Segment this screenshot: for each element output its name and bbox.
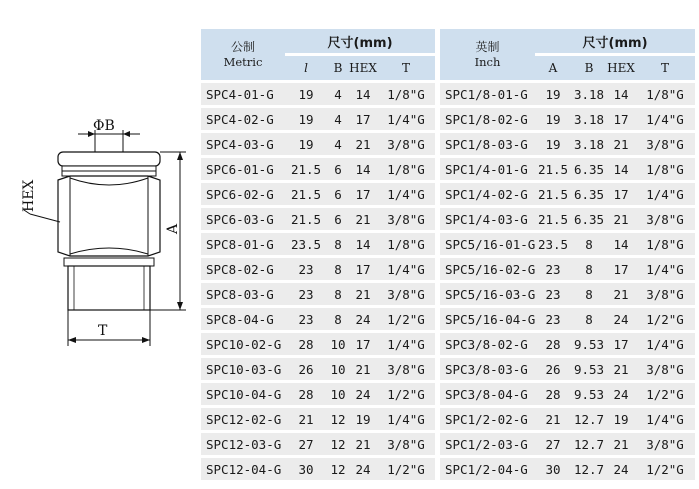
inch-cell-b: 3.18 [571, 83, 607, 105]
metric-cell-a: 23 [285, 308, 327, 330]
metric-cell-model: SPC12-03-G [201, 433, 285, 455]
metric-cell-b: 4 [327, 83, 349, 105]
inch-cell-a: 21.5 [535, 158, 571, 180]
metric-table-row [201, 408, 435, 430]
metric-cell-hex: 14 [349, 233, 377, 255]
inch-cell-t: 3/8"G [635, 433, 695, 455]
inch-cell-model: SPC3/8-04-G [440, 383, 535, 405]
inch-cell-t: 1/4"G [635, 108, 695, 130]
inch-cell-model: SPC1/4-01-G [440, 158, 535, 180]
inch-cell-t: 3/8"G [635, 358, 695, 380]
inch-cell-b: 8 [571, 283, 607, 305]
metric-cell-b: 4 [327, 108, 349, 130]
inch-table-body [440, 83, 695, 480]
metric-cell-t: 3/8"G [377, 433, 435, 455]
inch-table-row [440, 158, 695, 180]
metric-table-row [201, 158, 435, 180]
metric-cell-hex: 17 [349, 183, 377, 205]
inch-cell-model: SPC1/8-02-G [440, 108, 535, 130]
metric-cell-t: 1/2"G [377, 383, 435, 405]
inch-table-row [440, 358, 695, 380]
inch-table-row [440, 383, 695, 405]
inch-cell-a: 21.5 [535, 183, 571, 205]
metric-cell-t: 1/4"G [377, 408, 435, 430]
metric-cell-model: SPC10-04-G [201, 383, 285, 405]
metric-cell-model: SPC8-01-G [201, 233, 285, 255]
metric-cell-hex: 14 [349, 158, 377, 180]
inch-cell-model: SPC1/2-03-G [440, 433, 535, 455]
metric-cell-t: 3/8"G [377, 283, 435, 305]
metric-cell-model: SPC10-02-G [201, 333, 285, 355]
metric-spec-table [201, 26, 435, 483]
inch-cell-hex: 17 [607, 108, 635, 130]
inch-cell-t: 1/2"G [635, 383, 695, 405]
collet-cap [58, 152, 160, 176]
inch-table-row [440, 308, 695, 330]
inch-cell-hex: 21 [607, 358, 635, 380]
metric-cell-hex: 17 [349, 333, 377, 355]
metric-cell-model: SPC12-04-G [201, 458, 285, 480]
metric-table-row [201, 283, 435, 305]
metric-table-row [201, 133, 435, 155]
metric-table-row [201, 458, 435, 480]
inch-cell-model: SPC1/2-02-G [440, 408, 535, 430]
inch-unit-cn: 英制 [475, 39, 500, 54]
metric-cell-model: SPC6-02-G [201, 183, 285, 205]
inch-cell-model: SPC1/8-03-G [440, 133, 535, 155]
inch-unit-en: Inch [474, 54, 501, 69]
inch-col-a: A [535, 56, 571, 80]
metric-cell-b: 10 [327, 383, 349, 405]
metric-cell-model: SPC10-03-G [201, 358, 285, 380]
metric-cell-b: 10 [327, 333, 349, 355]
inch-spec-table [440, 26, 695, 483]
metric-cell-b: 10 [327, 358, 349, 380]
metric-cell-a: 28 [285, 383, 327, 405]
metric-cell-a: 30 [285, 458, 327, 480]
inch-cell-a: 19 [535, 133, 571, 155]
inch-col-t: T [635, 56, 695, 80]
dim-hex-label: HEX [21, 179, 37, 212]
metric-cell-t: 3/8"G [377, 133, 435, 155]
metric-cell-t: 1/4"G [377, 333, 435, 355]
metric-cell-hex: 21 [349, 358, 377, 380]
dim-t [68, 310, 150, 346]
metric-cell-b: 12 [327, 458, 349, 480]
inch-table-row [440, 458, 695, 480]
inch-cell-b: 3.18 [571, 108, 607, 130]
hex-body [58, 176, 160, 256]
inch-cell-t: 3/8"G [635, 208, 695, 230]
metric-cell-hex: 21 [349, 433, 377, 455]
inch-cell-a: 19 [535, 83, 571, 105]
inch-cell-model: SPC3/8-03-G [440, 358, 535, 380]
metric-cell-a: 23 [285, 258, 327, 280]
inch-table-row [440, 208, 695, 230]
metric-cell-model: SPC12-02-G [201, 408, 285, 430]
inch-cell-t: 1/4"G [635, 258, 695, 280]
metric-cell-hex: 24 [349, 308, 377, 330]
inch-cell-a: 21 [535, 408, 571, 430]
inch-table-row [440, 333, 695, 355]
inch-cell-b: 12.7 [571, 433, 607, 455]
metric-cell-a: 28 [285, 333, 327, 355]
metric-unit-en: Metric [223, 54, 263, 69]
metric-cell-a: 19 [285, 108, 327, 130]
metric-cell-model: SPC8-02-G [201, 258, 285, 280]
metric-cell-a: 27 [285, 433, 327, 455]
metric-cell-t: 1/8"G [377, 158, 435, 180]
metric-cell-a: 23.5 [285, 233, 327, 255]
inch-cell-a: 30 [535, 458, 571, 480]
inch-size-header: 尺寸(mm) [535, 29, 695, 53]
thread-section [64, 258, 154, 310]
inch-cell-a: 28 [535, 383, 571, 405]
metric-cell-t: 3/8"G [377, 358, 435, 380]
inch-table-row [440, 83, 695, 105]
inch-cell-t: 3/8"G [635, 283, 695, 305]
dim-hex [21, 180, 60, 222]
metric-col-a: l [285, 56, 327, 80]
inch-cell-a: 23.5 [535, 233, 571, 255]
inch-col-hex: HEX [607, 56, 635, 80]
inch-cell-model: SPC1/8-01-G [440, 83, 535, 105]
inch-cell-hex: 21 [607, 208, 635, 230]
metric-table-row [201, 208, 435, 230]
metric-cell-hex: 17 [349, 258, 377, 280]
metric-cell-hex: 21 [349, 283, 377, 305]
metric-table-row [201, 308, 435, 330]
inch-cell-b: 9.53 [571, 358, 607, 380]
inch-unit-header [440, 29, 535, 80]
metric-cell-t: 1/2"G [377, 458, 435, 480]
metric-cell-a: 21.5 [285, 158, 327, 180]
metric-table-row [201, 83, 435, 105]
inch-cell-a: 23 [535, 308, 571, 330]
metric-table-body [201, 83, 435, 480]
metric-table-row [201, 383, 435, 405]
metric-cell-model: SPC4-03-G [201, 133, 285, 155]
inch-cell-a: 28 [535, 333, 571, 355]
dim-a-label: A [165, 223, 181, 234]
metric-cell-b: 12 [327, 433, 349, 455]
metric-cell-t: 1/8"G [377, 83, 435, 105]
inch-cell-t: 1/8"G [635, 83, 695, 105]
metric-cell-hex: 24 [349, 458, 377, 480]
inch-cell-hex: 21 [607, 433, 635, 455]
inch-cell-t: 1/4"G [635, 408, 695, 430]
inch-cell-a: 19 [535, 108, 571, 130]
metric-cell-hex: 17 [349, 108, 377, 130]
metric-table-row [201, 358, 435, 380]
inch-cell-b: 8 [571, 258, 607, 280]
metric-col-t: T [377, 56, 435, 80]
inch-cell-t: 1/8"G [635, 233, 695, 255]
metric-cell-model: SPC8-04-G [201, 308, 285, 330]
dim-t-label: T [98, 323, 108, 339]
inch-cell-hex: 21 [607, 133, 635, 155]
metric-col-hex: HEX [349, 56, 377, 80]
metric-cell-b: 8 [327, 258, 349, 280]
inch-cell-model: SPC5/16-01-G [440, 233, 535, 255]
inch-cell-t: 1/2"G [635, 308, 695, 330]
metric-size-header: 尺寸(mm) [285, 29, 435, 53]
inch-cell-t: 1/2"G [635, 458, 695, 480]
fitting-diagram-svg [0, 100, 200, 360]
metric-table-row [201, 258, 435, 280]
metric-cell-b: 6 [327, 208, 349, 230]
inch-table-row [440, 108, 695, 130]
fitting-drawing [0, 100, 200, 360]
inch-table-row [440, 258, 695, 280]
metric-unit-header [201, 29, 285, 80]
metric-cell-a: 21.5 [285, 183, 327, 205]
inch-cell-b: 9.53 [571, 333, 607, 355]
metric-cell-model: SPC6-03-G [201, 208, 285, 230]
inch-cell-b: 6.35 [571, 208, 607, 230]
metric-cell-t: 1/4"G [377, 108, 435, 130]
inch-cell-a: 23 [535, 258, 571, 280]
metric-cell-b: 8 [327, 283, 349, 305]
inch-cell-a: 23 [535, 283, 571, 305]
inch-cell-hex: 17 [607, 183, 635, 205]
metric-cell-model: SPC4-01-G [201, 83, 285, 105]
inch-cell-model: SPC1/2-04-G [440, 458, 535, 480]
inch-cell-b: 8 [571, 308, 607, 330]
inch-cell-model: SPC1/4-02-G [440, 183, 535, 205]
inch-table-row [440, 133, 695, 155]
inch-cell-b: 12.7 [571, 408, 607, 430]
metric-cell-t: 1/2"G [377, 308, 435, 330]
inch-cell-a: 27 [535, 433, 571, 455]
inch-table-row [440, 233, 695, 255]
inch-cell-model: SPC1/4-03-G [440, 208, 535, 230]
inch-cell-t: 1/4"G [635, 333, 695, 355]
inch-cell-model: SPC3/8-02-G [440, 333, 535, 355]
inch-cell-t: 1/4"G [635, 183, 695, 205]
metric-cell-b: 6 [327, 158, 349, 180]
inch-cell-hex: 14 [607, 233, 635, 255]
inch-table-row [440, 433, 695, 455]
metric-cell-hex: 24 [349, 383, 377, 405]
metric-cell-a: 21.5 [285, 208, 327, 230]
dim-b-label: ΦB [93, 118, 115, 134]
inch-cell-b: 6.35 [571, 183, 607, 205]
inch-cell-hex: 19 [607, 408, 635, 430]
dim-b [78, 118, 140, 152]
inch-cell-hex: 21 [607, 283, 635, 305]
inch-cell-hex: 24 [607, 383, 635, 405]
metric-cell-a: 23 [285, 283, 327, 305]
metric-cell-b: 8 [327, 308, 349, 330]
metric-unit-cn: 公制 [230, 39, 255, 54]
metric-cell-hex: 19 [349, 408, 377, 430]
inch-cell-b: 6.35 [571, 158, 607, 180]
metric-table-row [201, 108, 435, 130]
metric-cell-t: 1/8"G [377, 233, 435, 255]
inch-cell-hex: 17 [607, 333, 635, 355]
metric-cell-a: 19 [285, 83, 327, 105]
inch-table-row [440, 283, 695, 305]
inch-cell-model: SPC5/16-03-G [440, 283, 535, 305]
metric-cell-t: 1/4"G [377, 183, 435, 205]
metric-cell-model: SPC8-03-G [201, 283, 285, 305]
metric-cell-b: 4 [327, 133, 349, 155]
metric-cell-b: 8 [327, 233, 349, 255]
metric-cell-hex: 14 [349, 83, 377, 105]
metric-cell-b: 6 [327, 183, 349, 205]
inch-cell-hex: 14 [607, 158, 635, 180]
inch-cell-a: 26 [535, 358, 571, 380]
metric-cell-model: SPC4-02-G [201, 108, 285, 130]
metric-table-row [201, 183, 435, 205]
inch-cell-hex: 14 [607, 83, 635, 105]
inch-cell-model: SPC5/16-04-G [440, 308, 535, 330]
inch-cell-model: SPC5/16-02-G [440, 258, 535, 280]
inch-cell-t: 1/8"G [635, 158, 695, 180]
metric-cell-hex: 21 [349, 208, 377, 230]
inch-table-row [440, 183, 695, 205]
inch-cell-t: 3/8"G [635, 133, 695, 155]
metric-table-row [201, 433, 435, 455]
inch-cell-b: 9.53 [571, 383, 607, 405]
inch-col-b: B [571, 56, 607, 80]
metric-cell-t: 1/4"G [377, 258, 435, 280]
metric-cell-t: 3/8"G [377, 208, 435, 230]
metric-cell-model: SPC6-01-G [201, 158, 285, 180]
metric-col-b: B [327, 56, 349, 80]
metric-table-row [201, 233, 435, 255]
metric-cell-b: 12 [327, 408, 349, 430]
inch-table-row [440, 408, 695, 430]
inch-cell-b: 3.18 [571, 133, 607, 155]
inch-cell-b: 8 [571, 233, 607, 255]
metric-table-row [201, 333, 435, 355]
inch-cell-hex: 24 [607, 458, 635, 480]
metric-cell-a: 26 [285, 358, 327, 380]
metric-cell-hex: 21 [349, 133, 377, 155]
metric-cell-a: 21 [285, 408, 327, 430]
inch-cell-b: 12.7 [571, 458, 607, 480]
inch-cell-hex: 24 [607, 308, 635, 330]
metric-cell-a: 19 [285, 133, 327, 155]
inch-cell-hex: 17 [607, 258, 635, 280]
inch-cell-a: 21.5 [535, 208, 571, 230]
